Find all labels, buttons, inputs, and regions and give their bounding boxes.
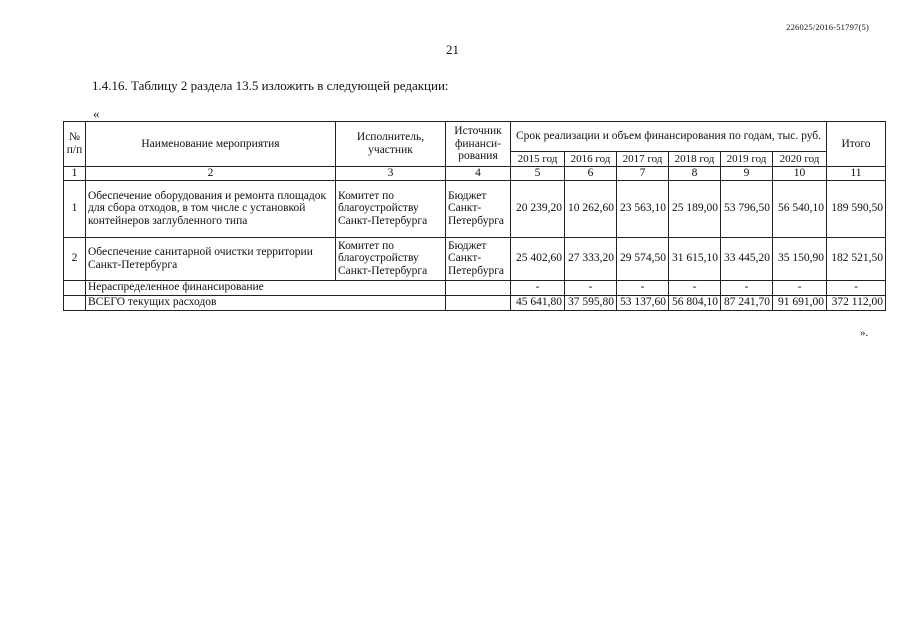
- column-number: 1: [64, 167, 86, 181]
- empty-cell: [446, 280, 511, 295]
- unallocated-row: [64, 280, 886, 295]
- row-value: 23 563,10: [617, 180, 669, 237]
- row-value: 53 796,50: [721, 180, 773, 237]
- header-year: 2018 год: [669, 152, 721, 167]
- row-value: 20 239,20: [511, 180, 565, 237]
- closing-quote: ».: [860, 327, 869, 339]
- empty-cell: [446, 295, 511, 310]
- unallocated-label: Нераспределенное финансирование: [86, 280, 446, 295]
- opening-quote: «: [93, 106, 100, 121]
- column-number-row: [64, 167, 886, 181]
- unallocated-value: -: [773, 280, 827, 295]
- unallocated-value: -: [511, 280, 565, 295]
- empty-cell: [64, 295, 86, 310]
- grand-total-label: ВСЕГО текущих расходов: [86, 295, 446, 310]
- row-value: 31 615,10: [669, 237, 721, 280]
- empty-cell: [64, 280, 86, 295]
- row-value: 10 262,60: [565, 180, 617, 237]
- header-period: Срок реализации и объем финансирования по годам, тыс. руб.: [511, 122, 827, 152]
- unallocated-value: -: [565, 280, 617, 295]
- row-name: Обеспечение оборудования и ремонта площадок для сбора отходов, в том числе с установкой контейнеров заглубленного типа: [86, 180, 336, 237]
- header-year: 2015 год: [511, 152, 565, 167]
- column-number: 11: [827, 167, 886, 181]
- page-number: 21: [446, 42, 459, 57]
- header-row: [64, 122, 886, 152]
- header-year: 2016 год: [565, 152, 617, 167]
- table-row: [64, 237, 886, 280]
- grand-total-value: 56 804,10: [669, 295, 721, 310]
- row-value: 35 150,90: [773, 237, 827, 280]
- header-total: Итого: [827, 122, 886, 167]
- table-row: [64, 180, 886, 237]
- header-name: Наименование мероприятия: [86, 122, 336, 167]
- header-year: 2017 год: [617, 152, 669, 167]
- row-total: 182 521,50: [827, 237, 886, 280]
- column-number: 2: [86, 167, 336, 181]
- section-heading: 1.4.16. Таблицу 2 раздела 13.5 изложить в следующей редакции:: [92, 78, 449, 93]
- row-executor: Комитет по благоустройству Санкт-Петербурга: [336, 237, 446, 280]
- row-value: 25 189,00: [669, 180, 721, 237]
- header-year: 2019 год: [721, 152, 773, 167]
- row-value: 33 445,20: [721, 237, 773, 280]
- grand-total-sum: 372 112,00: [827, 295, 886, 310]
- row-source: Бюджет Санкт-Петербурга: [446, 237, 511, 280]
- row-name: Обеспечение санитарной очистки территории Санкт-Петербурга: [86, 237, 336, 280]
- column-number: 5: [511, 167, 565, 181]
- row-value: 25 402,60: [511, 237, 565, 280]
- column-number: 9: [721, 167, 773, 181]
- unallocated-total: -: [827, 280, 886, 295]
- column-number: 3: [336, 167, 446, 181]
- grand-total-value: 37 595,80: [565, 295, 617, 310]
- row-source: Бюджет Санкт-Петербурга: [446, 180, 511, 237]
- row-num: 2: [64, 237, 86, 280]
- row-executor: Комитет по благоустройству Санкт-Петербурга: [336, 180, 446, 237]
- grand-total-value: 53 137,60: [617, 295, 669, 310]
- row-num: 1: [64, 180, 86, 237]
- header-num: № п/п: [64, 122, 86, 167]
- unallocated-value: -: [617, 280, 669, 295]
- unallocated-value: -: [721, 280, 773, 295]
- header-executor: Исполнитель, участник: [336, 122, 446, 167]
- column-number: 4: [446, 167, 511, 181]
- header-source: Источник финанси-рования: [446, 122, 511, 167]
- grand-total-value: 87 241,70: [721, 295, 773, 310]
- unallocated-value: -: [669, 280, 721, 295]
- row-total: 189 590,50: [827, 180, 886, 237]
- header-year: 2020 год: [773, 152, 827, 167]
- document-registration-code: 226025/2016-51797(5): [786, 22, 869, 32]
- column-number: 8: [669, 167, 721, 181]
- column-number: 6: [565, 167, 617, 181]
- column-number: 7: [617, 167, 669, 181]
- grand-total-value: 45 641,80: [511, 295, 565, 310]
- grand-total-value: 91 691,00: [773, 295, 827, 310]
- financing-table: [63, 121, 886, 311]
- column-number: 10: [773, 167, 827, 181]
- row-value: 29 574,50: [617, 237, 669, 280]
- row-value: 27 333,20: [565, 237, 617, 280]
- grand-total-row: [64, 295, 886, 310]
- row-value: 56 540,10: [773, 180, 827, 237]
